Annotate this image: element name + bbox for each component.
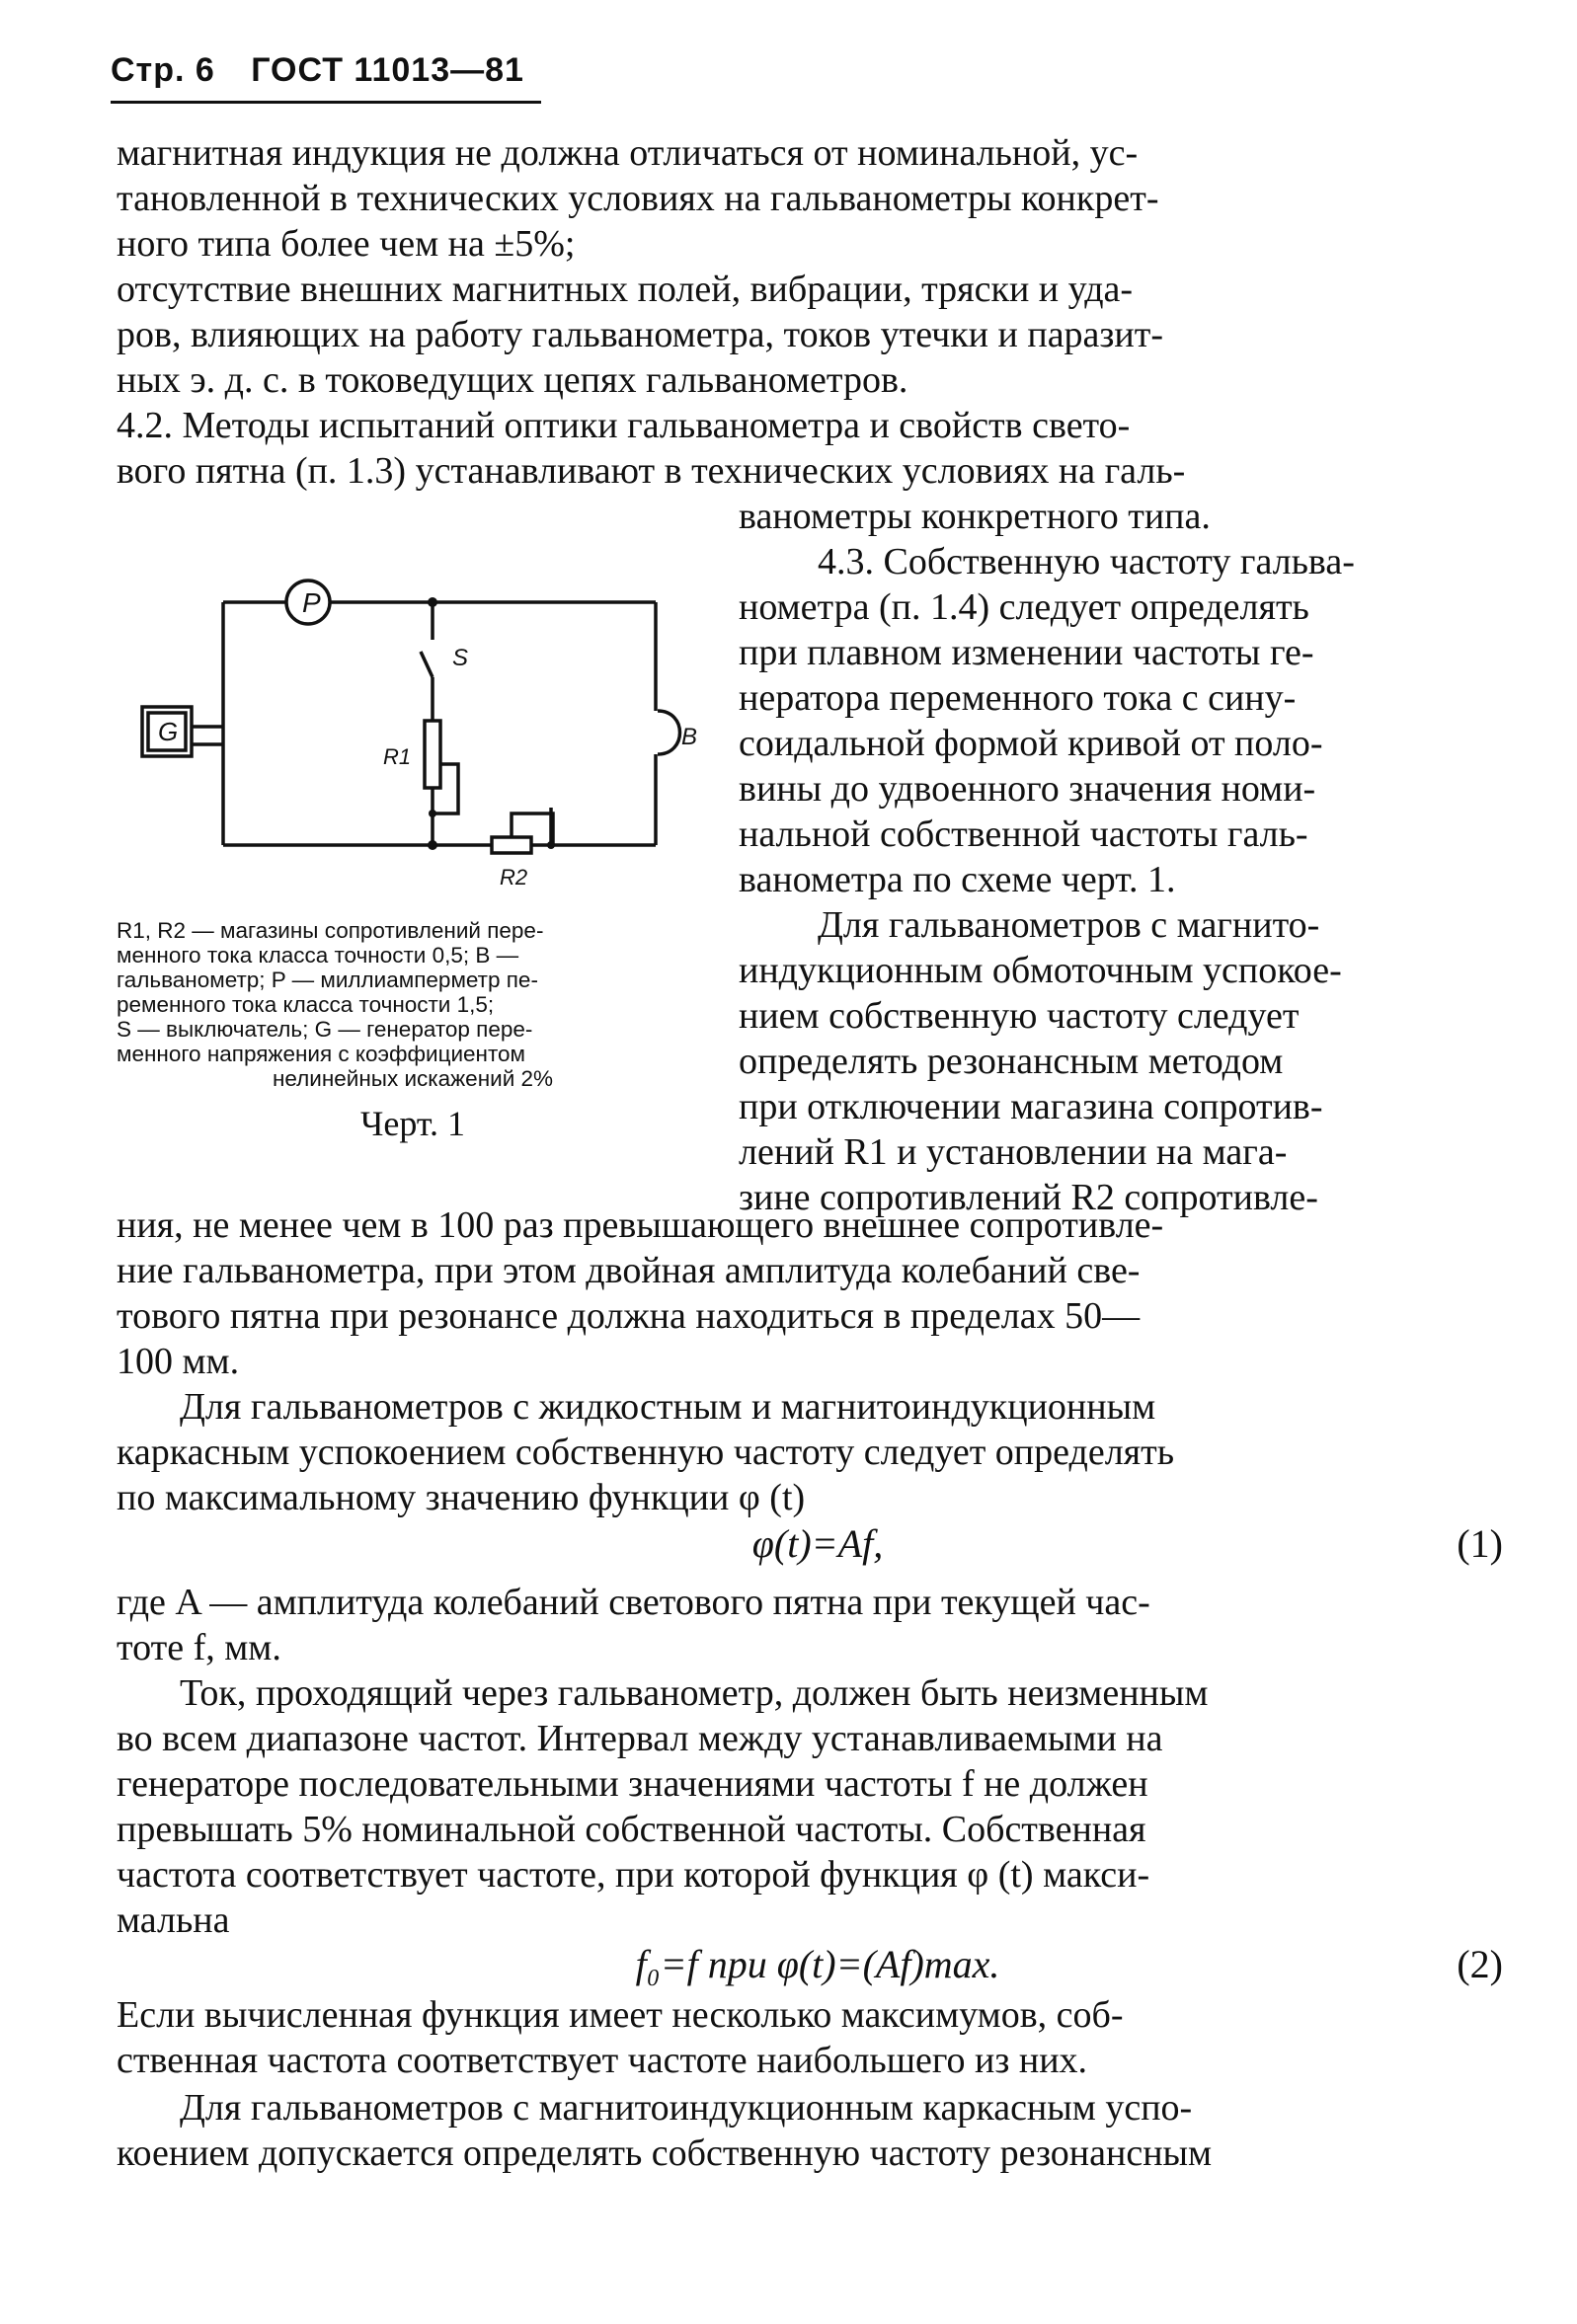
- right-column-text: [739, 494, 1503, 1220]
- text-line: ванометра по схеме черт. 1.: [739, 859, 1176, 900]
- text-line: Если вычисленная функция имеет несколько максимумов, соб-: [117, 1994, 1124, 2036]
- text-line: частота соответствует частоте, при которой функция φ (t) макси-: [117, 1854, 1150, 1896]
- paragraph-liquid-damping: [117, 1384, 1503, 1520]
- text-line: нератора переменного тока с сину-: [739, 677, 1297, 719]
- text-line: тоте f, мм.: [117, 1627, 281, 1668]
- text-line: Для гальванометров с магнито-: [818, 904, 1320, 946]
- standard-number: ГОСТ 11013—81: [251, 51, 524, 89]
- paragraph-resistance: [117, 1202, 1503, 1384]
- text-line: 100 мм.: [117, 1341, 240, 1382]
- text-line: во всем диапазоне частот. Интервал между устанавливаемыми на: [117, 1718, 1163, 1759]
- page-number: Стр. 6: [111, 51, 215, 89]
- caption-line: нелинейных искажений 2%: [272, 1066, 554, 1091]
- caption-line: менного тока класса точности 0,5; B —: [117, 943, 519, 968]
- text-line: вины до удвоенного значения номи-: [739, 768, 1316, 810]
- caption-line: гальванометр; P — миллиамперметр пе-: [117, 968, 538, 992]
- formula-1-number: (1): [1457, 1521, 1503, 1566]
- text-line: отсутствие внешних магнитных полей, вибрации, тряски и уда-: [117, 269, 1134, 310]
- text-line: генераторе последовательными значениями частоты f не должен: [117, 1763, 1148, 1805]
- text-line: нальной собственной частоты галь-: [739, 813, 1308, 855]
- text-line: превышать 5% номинальной собственной частоты. Собственная: [117, 1809, 1146, 1850]
- text-line: магнитная индукция не должна отличаться от номинальной, ус-: [117, 132, 1139, 174]
- text-line: тановленной в технических условиях на гальванометры конкрет-: [117, 178, 1159, 219]
- text-line: ния, не менее чем в 100 раз превышающего внешнее сопротивле-: [117, 1204, 1164, 1246]
- text-line: зине сопротивлений R2 сопротивле-: [739, 1177, 1318, 1218]
- text-line: коением допускается определять собственную частоту резонансным: [117, 2132, 1213, 2174]
- paragraph-current: [117, 1670, 1503, 1943]
- text-line: где A — амплитуда колебаний светового пятна при текущей час-: [117, 1582, 1150, 1623]
- text-line: ние гальванометра, при этом двойная амплитуда колебаний све-: [117, 1250, 1141, 1291]
- paragraph-frame-damping: [117, 2085, 1503, 2176]
- caption-line: ременного тока класса точности 1,5;: [117, 992, 495, 1017]
- label-g: G: [158, 717, 179, 746]
- text-line: соидальной формой кривой от поло-: [739, 723, 1323, 764]
- caption-line: S — выключатель; G — генератор пере-: [117, 1017, 533, 1042]
- text-line: нием собственную частоту следует: [739, 995, 1300, 1037]
- figure-caption: [117, 918, 709, 1091]
- label-s: S: [452, 645, 469, 671]
- label-r2: R2: [500, 865, 528, 890]
- caption-line: менного напряжения с коэффициентом: [117, 1042, 525, 1066]
- paragraph-external-fields: [117, 267, 1503, 403]
- text-line: мальна: [117, 1899, 230, 1941]
- page-header: [111, 51, 550, 90]
- label-p: P: [302, 587, 321, 618]
- text-line: нометра (п. 1.4) следует определять: [739, 586, 1309, 628]
- formula-2: [117, 1941, 1503, 1990]
- text-line: Ток, проходящий через гальванометр, должен быть неизменным: [180, 1672, 1209, 1714]
- formula-1-expression: φ(t)=Af,: [751, 1521, 884, 1566]
- text-line: определять резонансным методом: [739, 1041, 1284, 1082]
- paragraph-4-2: [117, 403, 1503, 494]
- text-line: при плавном изменении частоты ге-: [739, 632, 1314, 673]
- text-line: ванометры конкретного типа.: [739, 496, 1211, 537]
- text-line: тового пятна при резонансе должна находиться в пределах 50—: [117, 1295, 1141, 1337]
- text-line: ных э. д. с. в токоведущих цепях гальванометров.: [117, 359, 908, 401]
- text-line: ственная частота соответствует частоте наибольшего из них.: [117, 2040, 1088, 2081]
- text-line: 4.2. Методы испытаний оптики гальванометра и свойств свето-: [117, 405, 1131, 446]
- text-line: при отключении магазина сопротив-: [739, 1086, 1323, 1127]
- formula-2-number: (2): [1457, 1942, 1503, 1986]
- circuit-diagram: [120, 561, 713, 916]
- text-line: индукционным обмоточным успокое-: [739, 950, 1342, 991]
- text-line: 4.3. Собственную частоту гальва-: [818, 541, 1355, 582]
- paragraph-amplitude: [117, 1580, 1503, 1670]
- text-line: ров, влияющих на работу гальванометра, токов утечки и паразит-: [117, 314, 1164, 355]
- text-line: по максимальному значению функции φ (t): [117, 1477, 806, 1518]
- label-b: B: [681, 724, 698, 750]
- text-line: ного типа более чем на ±5%;: [117, 223, 576, 265]
- text-line: лений R1 и установлении на мага-: [739, 1131, 1288, 1173]
- paragraph-induction: [117, 130, 1503, 267]
- text-line: каркасным успокоением собственную частоту следует определять: [117, 1432, 1175, 1473]
- paragraph-multiple-maxima: [117, 1992, 1503, 2083]
- figure-number: Черт. 1: [360, 1104, 465, 1143]
- caption-line: R1, R2 — магазины сопротивлений пере-: [117, 918, 544, 943]
- text-line: вого пятна (п. 1.3) устанавливают в технических условиях на галь-: [117, 450, 1186, 492]
- formula-1: [117, 1520, 1503, 1570]
- text-line: Для гальванометров с жидкостным и магнитоиндукционным: [180, 1386, 1156, 1428]
- formula-2-expression: f₀=f при φ(t)=(Af)max.: [635, 1942, 1000, 1986]
- header-rule: [111, 101, 541, 104]
- label-r1: R1: [383, 744, 412, 769]
- text-line: Для гальванометров с магнитоиндукционным каркасным успо-: [180, 2087, 1193, 2129]
